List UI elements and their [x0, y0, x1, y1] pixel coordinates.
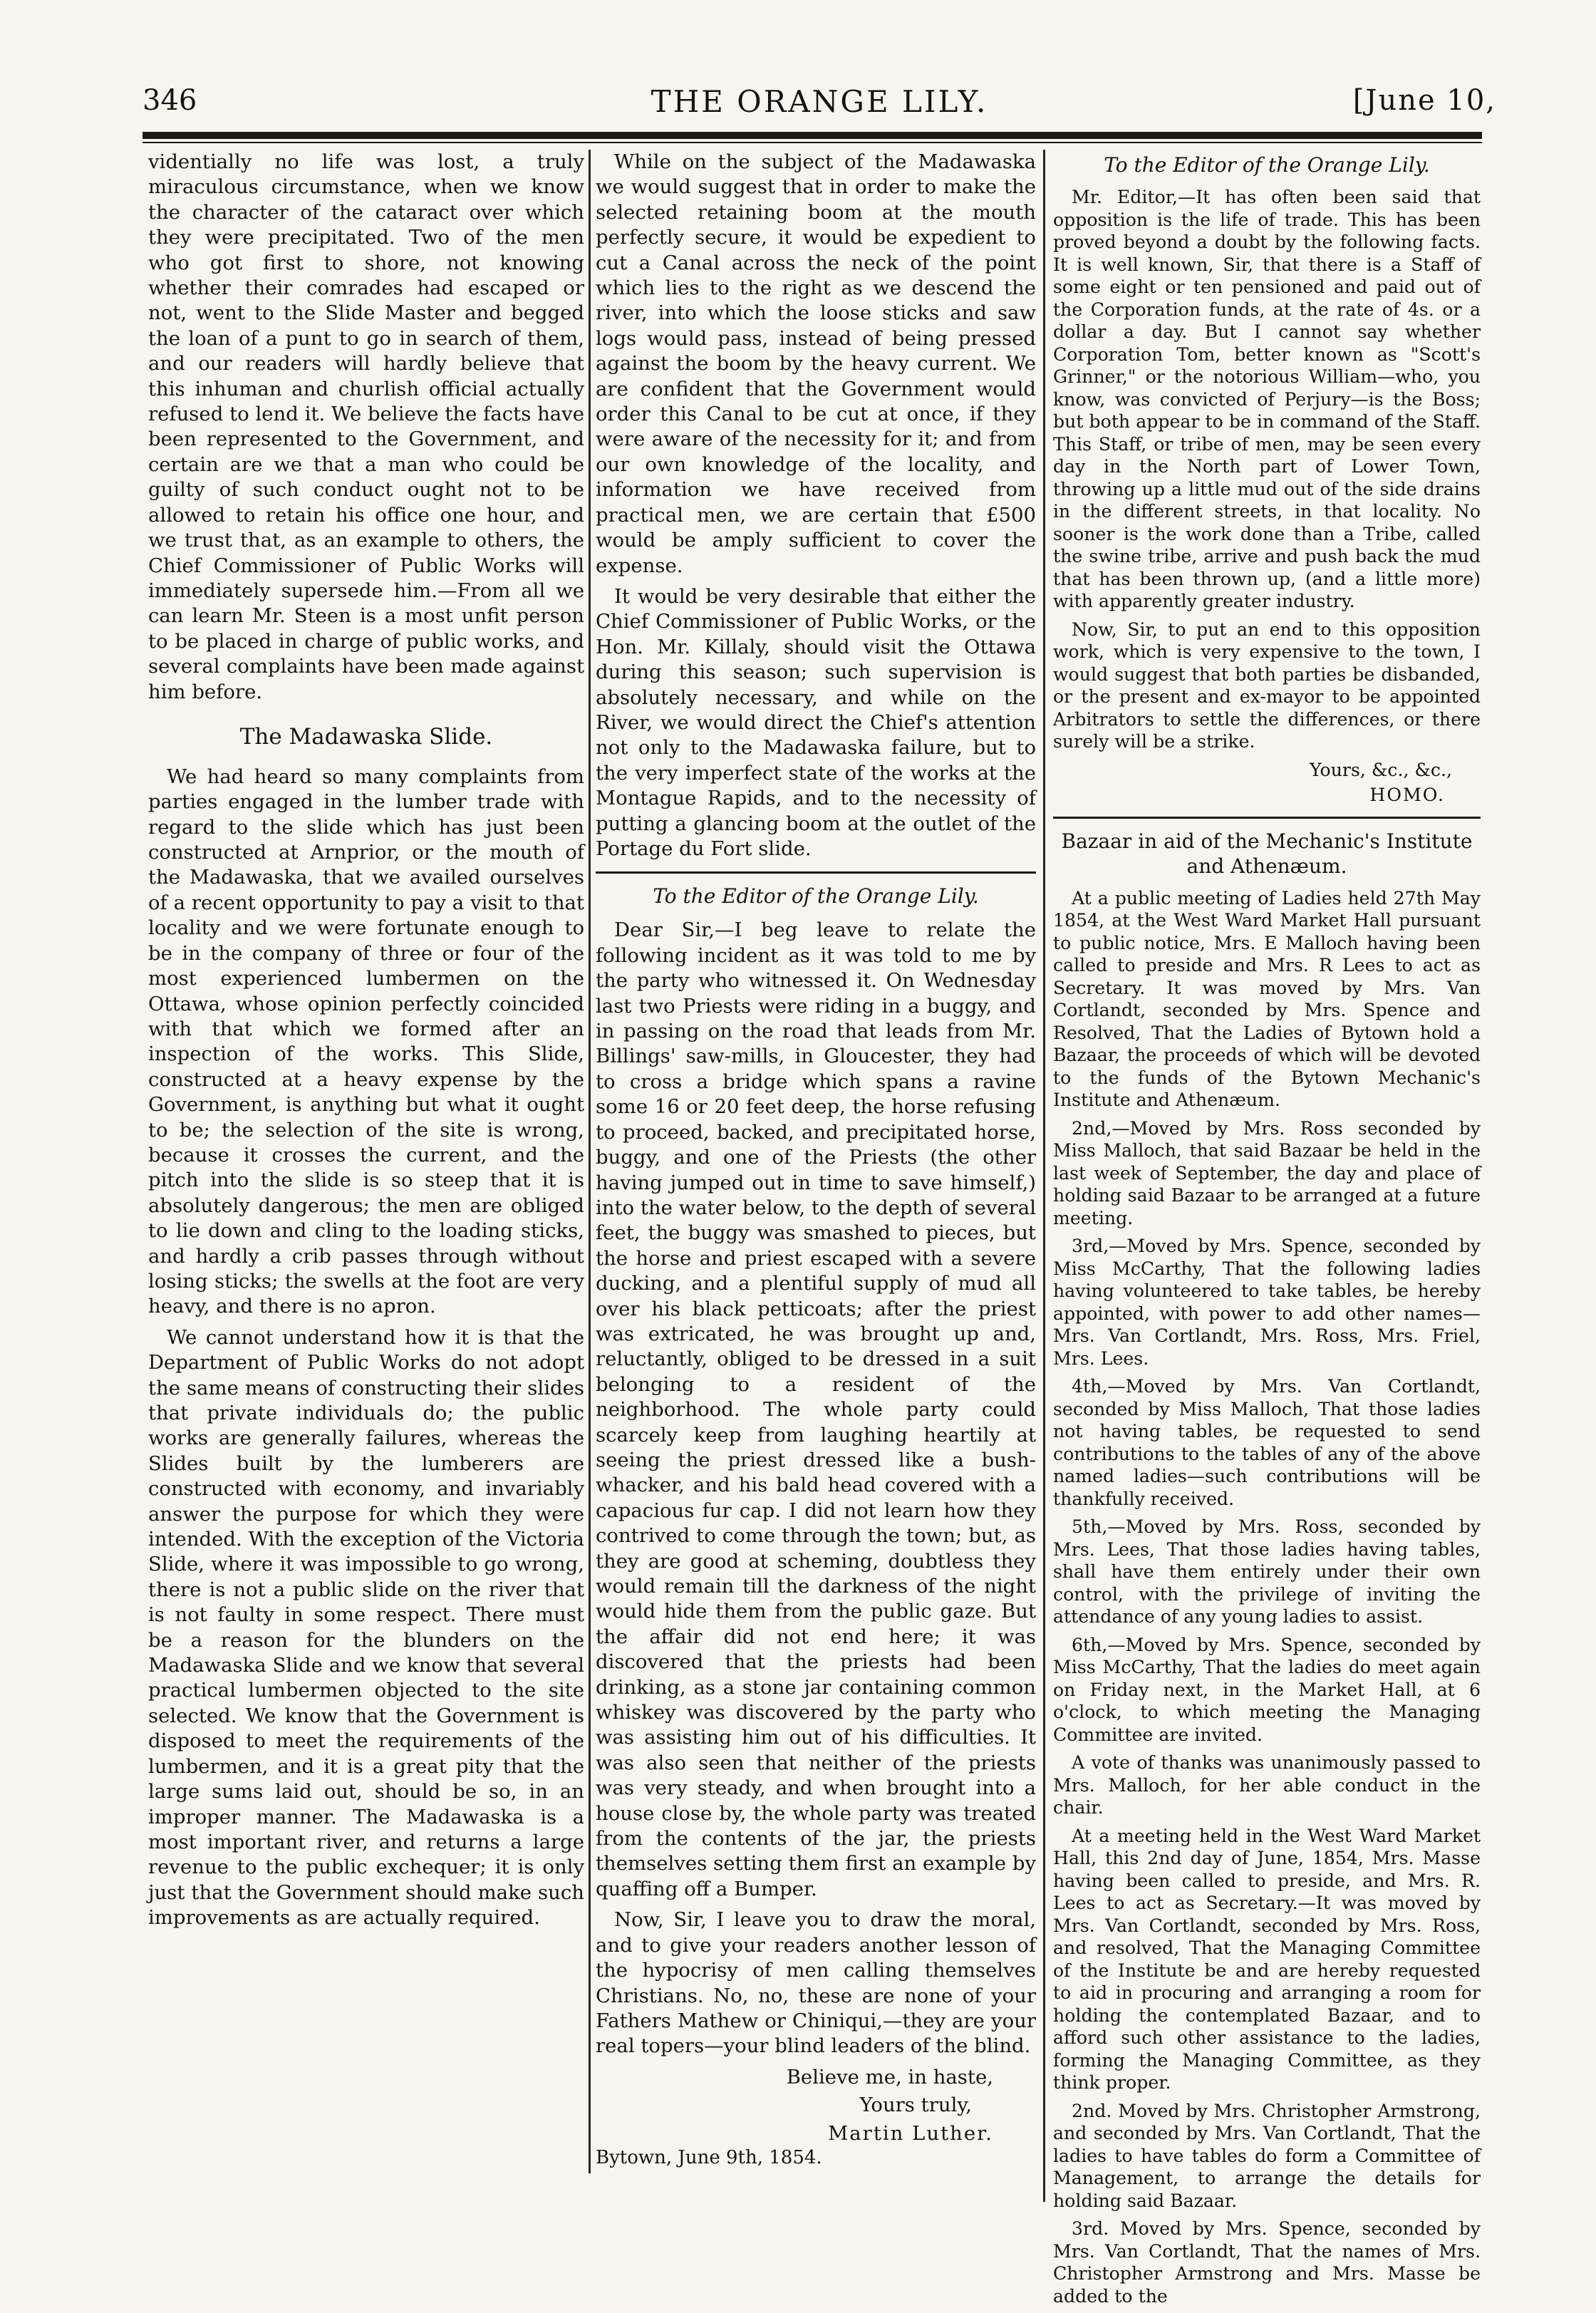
letter-paragraph: Dear Sir,—I beg leave to relate the following incident as it was told to me by the party who witnessed it. On Wednesday last two Priests were riding in a buggy, and in passing on the road that leads from Mr. Billings' saw-mills, in Gloucester, they had to cross a bridge which spans a ravine some 16 or 20 feet deep, the horse refusing to proceed, backed, and precipitated horse, buggy, and one of the Priests (the other having jumped out in time to save himself,) into the water below, to the depth of several feet, the buggy was smashed to pieces, but the horse and priest escaped with a severe ducking, and a plentiful supply of mud all over his black petticoats; after the priest was extricated, he was brought up and, reluctantly, obliged to be dressed in a suit belonging to a resident of the neighborhood. The whole party could scarcely keep from laughing heartily at seeing the priest dressed like a bush-whacker, and his bald head covered with a capacious fur cap. I did not learn how they contrived to come through the town; but, as they are good at scheming, doubtless they would remain till the darkness of the night would hide them from the public gaze. But the affair did not end here; it was discovered that the priests had been drinking, as a stone jar containing common whiskey was discovered by the party who was assisting him out of his difficulties. It was also seen that neither of the priests was very steady, and when brought into a house close by, the whole party was treated from the contents of the jar, the priests themselves setting them first an example by quaffing off a Bumper.: [596, 919, 1036, 1900]
column-1: [148, 150, 584, 1937]
column-divider: [589, 150, 591, 2173]
column-divider: [1043, 150, 1045, 2202]
newspaper-title: THE ORANGE LILY.: [651, 84, 988, 119]
letter-paragraph: Mr. Editor,—It has often been said that opposition is the life of trade. This has been proved beyond a doubt by the following facts. It is well known, Sir, that there is a Staff of some eight or ten pensioned and paid out of the Corporation funds, at the rate of 4s. or a dollar a day. But I cannot say whether Corporation Tom, better known as "Scott's Grinner," or the notorious William—who, you know, was convicted of Perjury—is the Boss; but both appear to be in command of the Staff. This Staff, or tribe of men, may be seen every day in the North part of Lower Town, throwing up a little mud out of the side drains in the different streets, in that locality. No sooner is the work done than a Tribe, called the swine tribe, arrive and push back the mud that has been thrown up, (and a little more) with apparently greater industry.: [1053, 187, 1481, 611]
page-number: 346: [142, 84, 197, 117]
masthead: [142, 84, 1496, 127]
paragraph: We cannot understand how it is that the Department of Public Works do not adopt the same means of constructing their slides that private individuals do; the public works are generally failures, whereas the Slides built by the lumberers are constructed with economy, and invariably answer the purpose for which they were intended. With the exception of the Victoria Slide, where it was impossible to go wrong, there is not a public slide on the river that is not faulty in some respect. There must be a reason for the blunders on the Madawaska Slide and we know that several practical lumbermen objected to the site selected. We know that the Government is disposed to meet the requirements of the lumbermen, and it is a great pity that the large sums laid out, should be so, in an improper manner. The Madawaska is a most important river, and returns a large revenue to the public exchequer; it is only just that the Government should make such improvements as are actually required.: [148, 1325, 584, 1930]
letter-paragraph: Now, Sir, I leave you to draw the moral, and to give your readers another lesson of the hypocrisy of men calling themselves Christians. No, no, these are none of your Fathers Mathew or Chiniqui,—they are your real topers—your blind leaders of the blind.: [596, 1908, 1036, 2058]
section-rule: [1053, 817, 1481, 819]
column-3: [1053, 150, 1481, 2313]
column-2: [596, 150, 1036, 2170]
header-rule-thin: [142, 142, 1482, 143]
letter-dateline: Bytown, June 9th, 1854.: [596, 2146, 822, 2168]
paragraph: While on the subject of the Madawaska we would suggest that in order to make the selected retaining boom at the mouth perfectly secure, it would be expedient to cut a Canal across the neck of the point which lies to the right as we descend the river, into which the loose sticks and saw logs would pass, instead of being pressed against the boom by the heavy current. We are confident that the Government would order this Canal to be cut at once, if they were aware of the necessity for it; and from our own knowledge of the locality, and information we have received from practical men, we are certain that £500 would be amply sufficient to cover the expense.: [596, 150, 1036, 577]
header-rule: [142, 132, 1482, 139]
letter-heading: To the Editor of the Orange Lily.: [653, 884, 979, 909]
paragraph: 2nd,—Moved by Mrs. Ross seconded by Miss Malloch, that said Bazaar be held in the last week of September, the day and place of holding said Bazaar to be arranged at a future meeting.: [1053, 1117, 1481, 1228]
paragraph: At a public meeting of Ladies held 27th May 1854, at the West Ward Market Hall pursuant to public notice, Mrs. E Malloch having been called to preside and Mrs. R Lees to act as Secretary. It was moved by Mrs. Van Cortlandt, seconded by Mrs. Spence and Resolved, That the Ladies of Bytown hold a Bazaar, the proceeds of which will be devoted to the funds of the Bytown Mechanic's Institute and Athenæum.: [1053, 887, 1481, 1110]
letter-heading: To the Editor of the Orange Lily.: [1104, 153, 1430, 177]
paragraph: 5th,—Moved by Mrs. Ross, seconded by Mrs. Lees, That those ladies having tables, shall have them entirely under their own control, with the privilege of inviting the attendance of any young ladies to assist.: [1053, 1516, 1481, 1627]
paragraph: 3rd. Moved by Mrs. Spence, seconded by Mrs. Van Cortlandt, That the names of Mrs. Christopher Armstrong and Mrs. Masse be added to the: [1053, 2218, 1481, 2307]
letter-yours: Yours truly,: [859, 2094, 972, 2117]
letter-paragraph: Now, Sir, to put an end to this opposition work, which is very expensive to the town, I would suggest that both parties be disbanded, or the present and ex-mayor to be appointed Arbitrators to settle the differences, or there surely will be a strike.: [1053, 619, 1481, 752]
letter-yours: Yours, &c., &c.,: [1310, 759, 1452, 780]
letter-signature: Martin Luther.: [828, 2121, 993, 2145]
paragraph: videntially no life was lost, a truly miraculous circumstance, when we know the character of the cataract over which they were precipitated. Two of the men who got first to shore, not knowing whether their comrades had escaped or not, went to the Slide Master and begged the loan of a punt to go in search of them, and our readers will hardly believe that this inhuman and churlish official actually refused to lend it. We believe the facts have been represented to the Government, and certain are we that a man who could be guilty of such conduct ought not to be allowed to retain his office one hour, and we trust that, as an example to others, the Chief Commissioner of Public Works will immediately supersede him.—From all we can learn Mr. Steen is a most unfit person to be placed in charge of public works, and several complaints have been made against him before.: [148, 150, 584, 703]
paragraph: 6th,—Moved by Mrs. Spence, seconded by Miss McCarthy, That the ladies do meet again on Friday next, in the Market Hall, at 6 o'clock, to which meeting the Managing Committee are invited.: [1053, 1634, 1481, 1745]
article-headline: Bazaar in aid of the Mechanic's Institute and Athenæum.: [1061, 829, 1473, 878]
paragraph: It would be very desirable that either the Chief Commissioner of Public Works, or the Hon. Mr. Killaly, should visit the Ottawa during this season; such supervision is absolutely necessary, and while on the River, we would direct the Chief's attention not only to the Madawaska failure, but to the very imperfect state of the works at the Montague Rapids, and to the necessity of putting a glancing boom at the outlet of the Portage du Fort slide.: [596, 584, 1036, 860]
paragraph: 2nd. Moved by Mrs. Christopher Armstrong, and seconded by Mrs. Van Cortlandt, That the ladies to have tables do form a Committee of Management, to arrange the details for holding said Bazaar.: [1053, 2100, 1481, 2211]
paragraph: We had heard so many complaints from parties engaged in the lumber trade with regard to the slide which has just been constructed at Arnprior, or the mouth of the Madawaska, that we availed ourselves of a recent opportunity to pay a visit to that locality and we were fortunate enough to be in the company of three or four of the most experienced lumbermen on the Ottawa, whose opinion perfectly coincided with that which we formed after an inspection of the works. This Slide, constructed at a heavy expense by the Government, is anything but what it ought to be; the selection of the site is wrong, because it crosses the current, and the pitch into the slide is so steep that it is absolutely dangerous; the men are obliged to lie down and cling to the loading sticks, and hardly a crib passes through without losing sticks; the swells at the foot are very heavy, and there is no apron.: [148, 765, 584, 1318]
article-headline: The Madawaska Slide.: [239, 723, 493, 750]
letter-signature: HOMO.: [1369, 785, 1445, 805]
letter-closing: Believe me, in haste,: [786, 2065, 993, 2089]
issue-date: [June 10,: [1352, 84, 1496, 117]
paragraph: At a meeting held in the West Ward Market Hall, this 2nd day of June, 1854, Mrs. Masse having been called to preside, and Mrs. R. Lees to act as Secretary.—It was moved by Mrs. Van Cortlandt, seconded by Mrs. Ross, and resolved, That the Managing Committee of the Institute be and are hereby requested to aid in procuring and arranging a room for holding the contemplated Bazaar, and to afford such other assistance to the ladies, forming the Managing Committee, as they think proper.: [1053, 1825, 1481, 2093]
paragraph: 4th,—Moved by Mrs. Van Cortlandt, seconded by Miss Malloch, That those ladies not having tables, be requested to send contributions to the tables of any of the above named ladies—such contributions will be thankfully received.: [1053, 1376, 1481, 1509]
section-rule: [596, 871, 1036, 874]
paragraph: 3rd,—Moved by Mrs. Spence, seconded by Miss McCarthy, That the following ladies having volunteered to take tables, be hereby appointed, with power to add other names—Mrs. Van Cortlandt, Mrs. Ross, Mrs. Friel, Mrs. Lees.: [1053, 1236, 1481, 1369]
paragraph: A vote of thanks was unanimously passed to Mrs. Malloch, for her able conduct in the chair.: [1053, 1752, 1481, 1818]
